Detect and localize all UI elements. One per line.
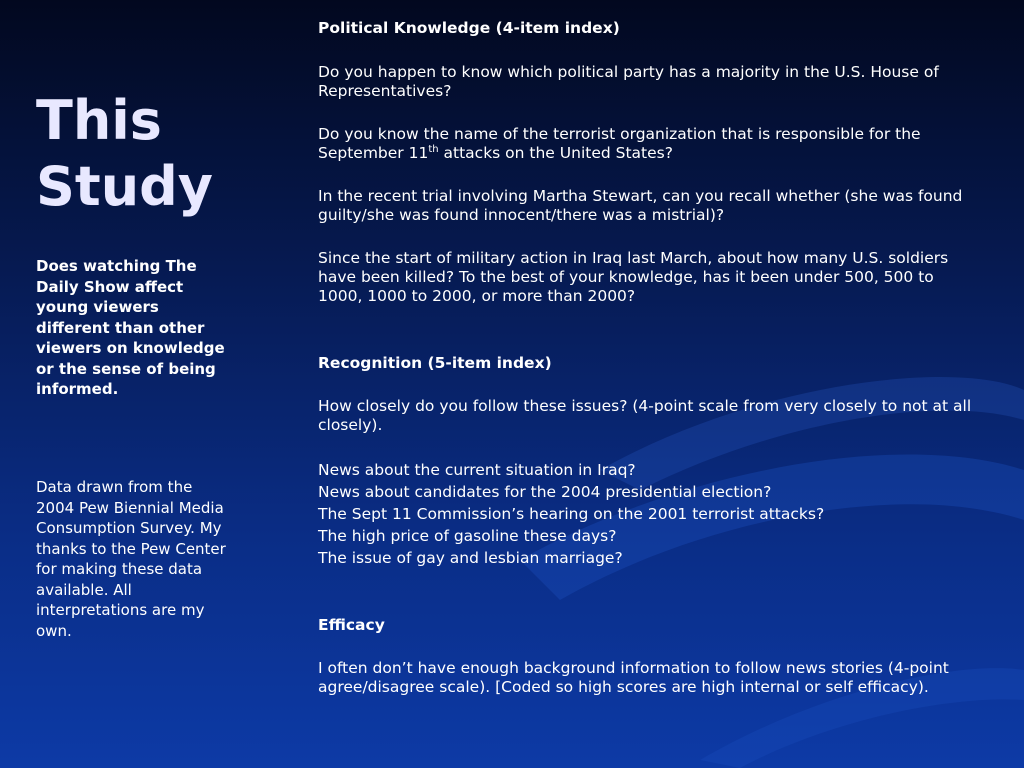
political-q1: Do you happen to know which political party has a majority in the U.S. House of Representatives?	[318, 63, 939, 100]
slide-title	[36, 88, 226, 220]
political-q4: Since the start of military action in Iraq last March, about how many U.S. soldiers have been killed? To the best of your knowledge, has it been under 500, 500 to 1000, 1000 to 2000, or more than 2000?	[318, 249, 949, 305]
recognition-items	[318, 459, 978, 569]
political-knowledge-heading: Political Knowledge (4-item index)	[318, 19, 620, 37]
recognition-intro: How closely do you follow these issues? (4-point scale from very closely to not at all closely).	[318, 397, 972, 434]
research-question: Does watching The Daily Show affect young viewers different than other viewers on knowledge or the sense of being informed.	[36, 257, 225, 398]
political-q2	[318, 125, 978, 163]
political-q2-sup: th	[428, 143, 439, 155]
political-q3: In the recent trial involving Martha Stewart, can you recall whether (she was found guilty/she was found innocent/there was a mistrial)?	[318, 187, 963, 224]
measures-list	[318, 19, 978, 697]
political-q2-text-end: attacks on the United States?	[438, 144, 673, 162]
political-q2-text: Do you know the name of the terrorist organization that is responsible for the September 11	[318, 125, 921, 162]
title-line-2: Study	[36, 155, 214, 218]
title-line-1: This	[36, 89, 162, 152]
recognition-heading: Recognition (5-item index)	[318, 354, 552, 372]
efficacy-q1: I often don’t have enough background information to follow news stories (4-point agree/disagree scale). [Coded so high scores are high internal or self efficacy).	[318, 659, 949, 696]
left-panel	[36, 88, 226, 400]
recognition-item: The high price of gasoline these days?	[318, 527, 617, 545]
recognition-item: News about the current situation in Iraq?	[318, 461, 636, 479]
recognition-item: News about candidates for the 2004 presidential election?	[318, 483, 772, 501]
data-source-note: Data drawn from the 2004 Pew Biennial Media Consumption Survey. My thanks to the Pew Center for making these data available. All interpretations are my own.	[36, 478, 226, 640]
recognition-item: The issue of gay and lesbian marriage?	[318, 549, 623, 567]
recognition-item: The Sept 11 Commission’s hearing on the 2001 terrorist attacks?	[318, 505, 825, 523]
efficacy-heading: Efficacy	[318, 616, 385, 634]
